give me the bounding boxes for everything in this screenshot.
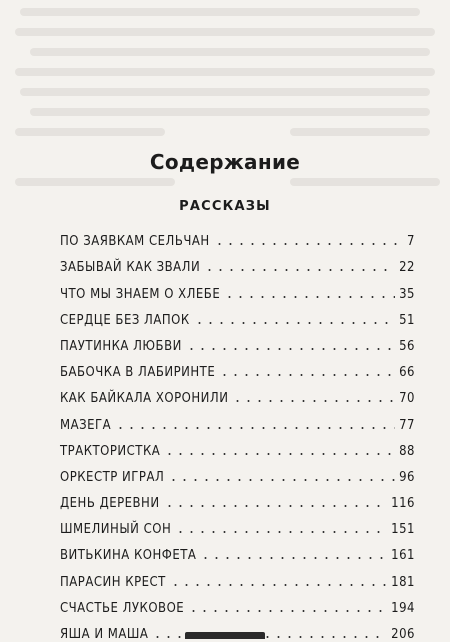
- toc-entry-title: ОРКЕСТР ИГРАЛ: [60, 469, 165, 485]
- dot-leader: [175, 531, 387, 533]
- toc-entry[interactable]: [60, 223, 415, 249]
- toc-entry-page: 35: [399, 286, 415, 302]
- toc-entry-page: 22: [399, 260, 415, 276]
- toc-entry-title: СЕРДЦЕ БЕЗ ЛАПОК: [60, 312, 190, 328]
- toc-entry-title: ТРАКТОРИСТКА: [60, 443, 161, 459]
- dot-leader: [200, 557, 387, 559]
- dot-leader: [186, 348, 395, 350]
- toc-entry-page: 206: [391, 627, 415, 642]
- toc-entry[interactable]: [60, 302, 415, 328]
- toc-entry[interactable]: [60, 537, 415, 563]
- dot-leader: [224, 296, 395, 298]
- dot-leader: [168, 479, 395, 481]
- dot-leader: [115, 427, 395, 429]
- toc-entry-page: 88: [399, 443, 415, 459]
- dot-leader: [214, 243, 401, 245]
- toc-entry-page: 116: [391, 496, 415, 512]
- toc-entry[interactable]: [60, 380, 415, 406]
- toc-entry-title: ПО ЗАЯВКАМ СЕЛЬЧАН: [60, 234, 210, 250]
- toc-entry[interactable]: [60, 590, 415, 616]
- toc-entry-page: 56: [399, 338, 415, 354]
- dot-leader: [232, 400, 395, 402]
- page-edge-mark: [185, 632, 265, 639]
- toc-entry-title: ВИТЬКИНА КОНФЕТА: [60, 548, 197, 564]
- show-through-background: [0, 0, 450, 210]
- dot-leader: [219, 374, 395, 376]
- toc-entry-title: СЧАСТЬЕ ЛУКОВОЕ: [60, 600, 185, 616]
- toc-entry-title: ДЕНЬ ДЕРЕВНИ: [60, 496, 160, 512]
- toc-entry-page: 51: [399, 312, 415, 328]
- toc-entry-page: 66: [399, 365, 415, 381]
- toc-entry-title: ШМЕЛИНЫЙ СОН: [60, 522, 172, 538]
- toc-entry[interactable]: [60, 459, 415, 485]
- toc-entry[interactable]: [60, 275, 415, 301]
- toc-entry-title: ЯША И МАША: [60, 627, 149, 642]
- toc-entry-page: 70: [399, 391, 415, 407]
- toc-entry[interactable]: [60, 485, 415, 511]
- toc-entry-page: 7: [407, 234, 415, 250]
- toc-entry-page: 181: [391, 574, 415, 590]
- toc-entry[interactable]: [60, 406, 415, 432]
- page-title: Содержание: [149, 150, 301, 174]
- toc-entry[interactable]: [60, 354, 415, 380]
- toc-entry-title: ЗАБЫВАЙ КАК ЗВАЛИ: [60, 260, 201, 276]
- toc-entry-title: МАЗЕГА: [60, 417, 112, 433]
- toc-entry[interactable]: [60, 511, 415, 537]
- dot-leader: [164, 505, 388, 507]
- dot-leader: [164, 453, 395, 455]
- table-of-contents: [60, 223, 415, 642]
- toc-entry-title: ПАРАСИН КРЕСТ: [60, 574, 166, 590]
- toc-entry-title: ПАУТИНКА ЛЮБВИ: [60, 338, 182, 354]
- dot-leader: [194, 322, 395, 324]
- toc-entry-title: БАБОЧКА В ЛАБИРИНТЕ: [60, 365, 216, 381]
- dot-leader: [188, 610, 387, 612]
- dot-leader: [204, 269, 395, 271]
- toc-entry[interactable]: [60, 328, 415, 354]
- toc-entry-title: ЧТО МЫ ЗНАЕМ О ХЛЕБЕ: [60, 286, 221, 302]
- toc-entry-page: 96: [399, 469, 415, 485]
- toc-entry[interactable]: [60, 433, 415, 459]
- toc-entry-page: 151: [391, 522, 415, 538]
- section-heading: РАССКАЗЫ: [179, 199, 271, 214]
- toc-entry-page: 161: [391, 548, 415, 564]
- toc-entry-page: 77: [399, 417, 415, 433]
- toc-entry[interactable]: [60, 563, 415, 589]
- toc-entry-title: КАК БАЙКАЛА ХОРОНИЛИ: [60, 391, 229, 407]
- toc-entry-page: 194: [391, 600, 415, 616]
- toc-entry[interactable]: [60, 249, 415, 275]
- dot-leader: [170, 584, 387, 586]
